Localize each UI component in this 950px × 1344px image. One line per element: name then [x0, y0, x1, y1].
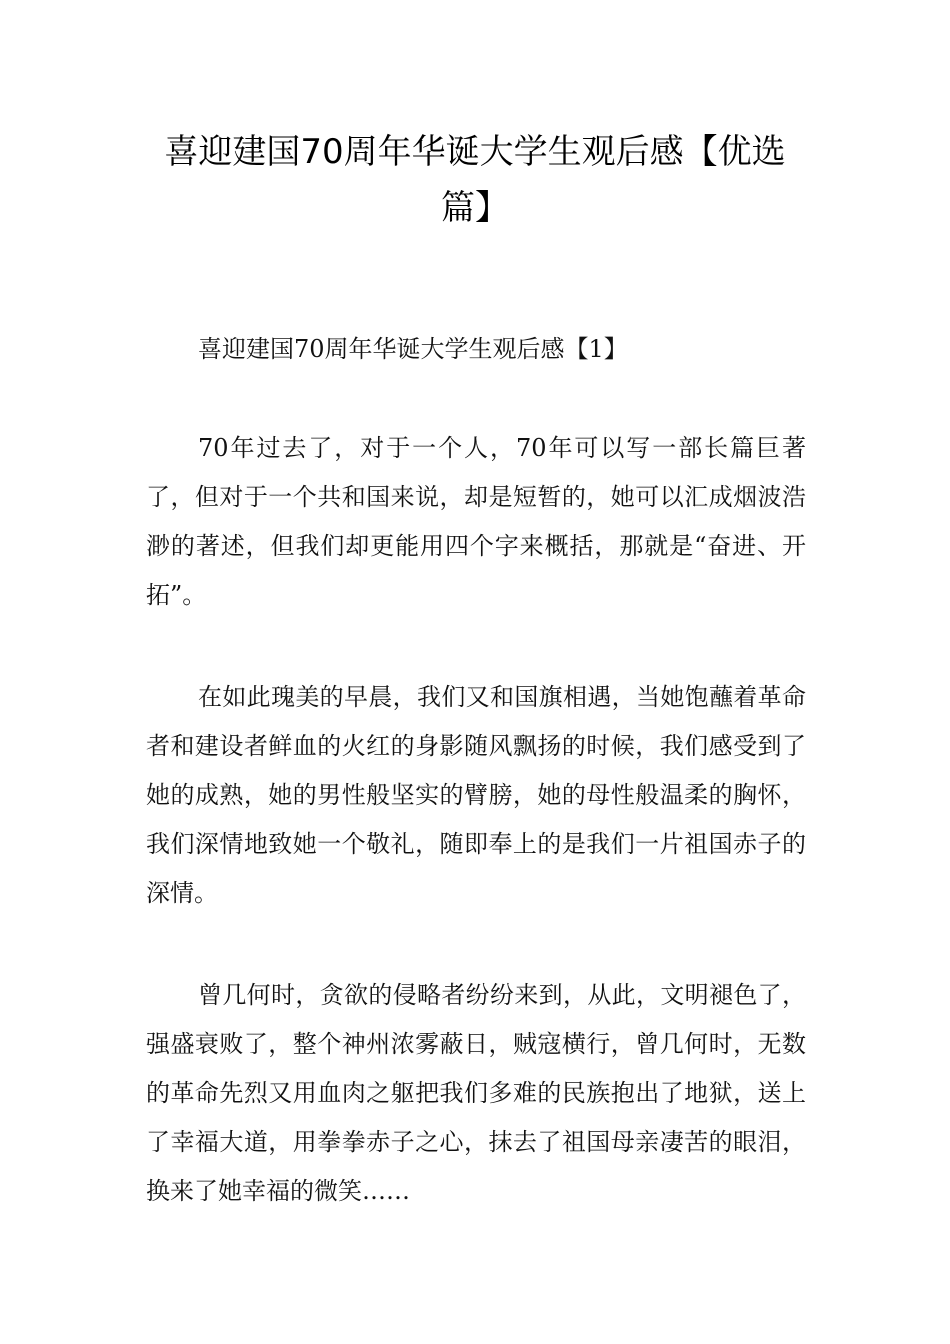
paragraph-1: 70年过去了，对于一个人，70年可以写一部长篇巨著了，但对于一个共和国来说，却是短暂的，她可以汇成烟波浩渺的著述，但我们却更能用四个字来概括，那就是“奋进、开拓”。	[146, 434, 806, 609]
document-title: 喜迎建国70周年华诞大学生观后感【优选篇】	[164, 132, 786, 228]
paragraph-3: 曾几何时，贪欲的侵略者纷纷来到，从此，文明褪色了，强盛衰败了，整个神州浓雾蔽日，贼寇横行，曾几何时，无数的革命先烈又用血肉之躯把我们多难的民族抱出了地狱，送上了幸福大道，用拳拳赤子之心，抹去了祖国母亲凄苦的眼泪，换来了她幸福的微笑……	[146, 981, 806, 1205]
section-heading: 喜迎建国70周年华诞大学生观后感【1】	[198, 335, 628, 363]
paragraph-2: 在如此瑰美的早晨，我们又和国旗相遇，当她饱蘸着革命者和建设者鲜血的火红的身影随风飘扬的时候，我们感受到了她的成熟，她的男性般坚实的臂膀，她的母性般温柔的胸怀，我们深情地致她一个敬礼，随即奉上的是我们一片祖国赤子的深情。	[146, 683, 806, 907]
